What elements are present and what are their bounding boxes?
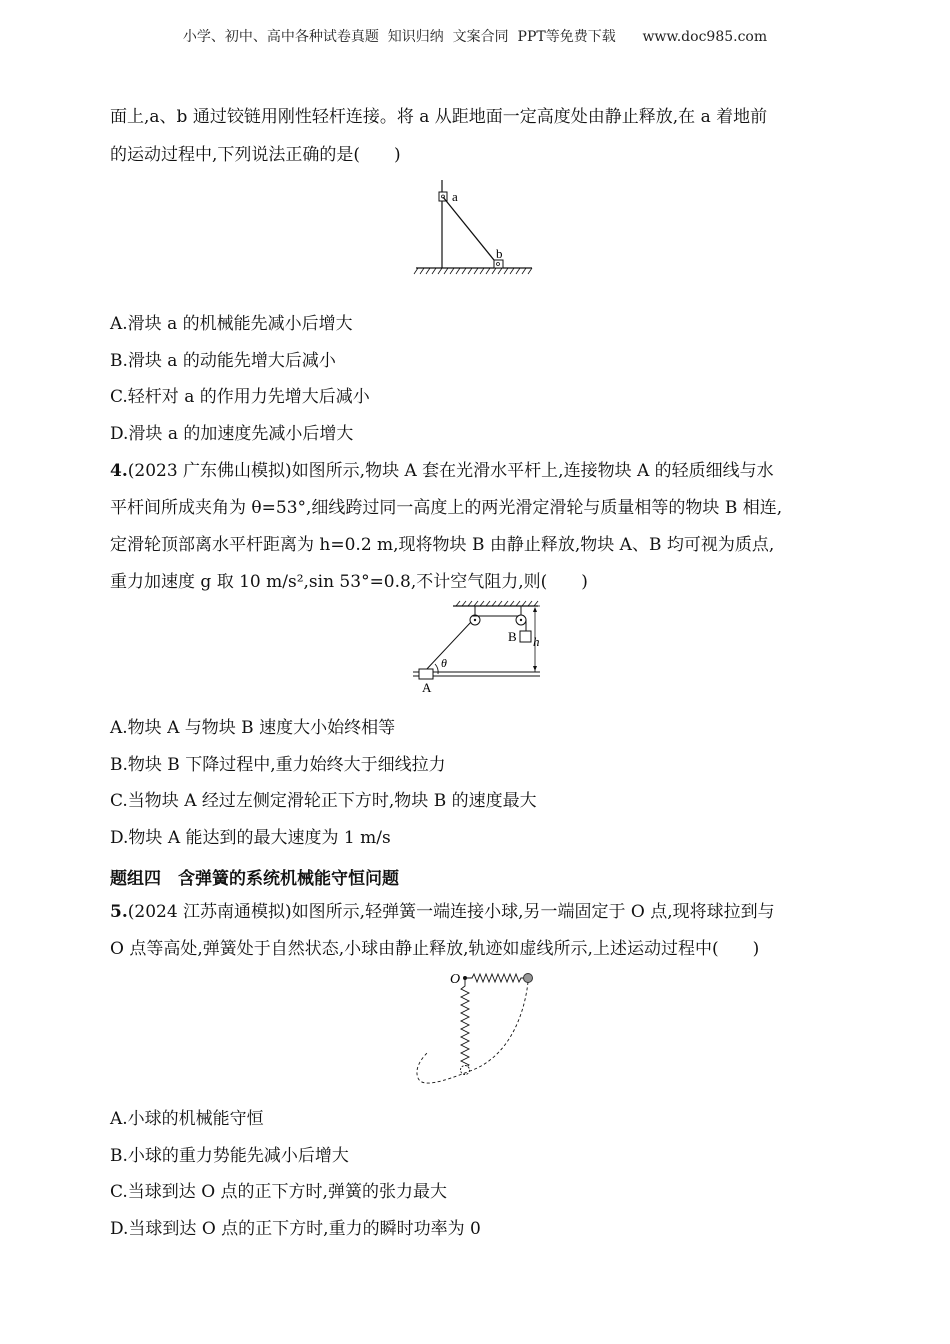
q5-option-b: B.小球的重力势能先减小后增大 <box>110 1146 349 1166</box>
q4-option-a: A.物块 A 与物块 B 速度大小始终相等 <box>110 718 396 738</box>
q4-figure <box>408 603 543 698</box>
q5-label-O: O <box>450 972 461 987</box>
page-header: 小学、初中、高中各种试卷真题 知识归纳 文案合同 PPT等免费下载 www.doc985.com <box>182 29 768 45</box>
q3-label-a: a <box>452 189 458 204</box>
q5-figure <box>412 968 537 1088</box>
q3-stem-line2: 的运动过程中,下列说法正确的是( ) <box>110 145 401 165</box>
q4-option-b: B.物块 B 下降过程中,重力始终大于细线拉力 <box>110 755 446 775</box>
q5-number: 5. <box>110 902 128 922</box>
q5-source: (2024 江苏南通模拟) <box>127 902 292 922</box>
q4-option-c: C.当物块 A 经过左侧定滑轮正下方时,物块 B 的速度最大 <box>110 791 537 811</box>
q4-label-B: B <box>508 629 517 644</box>
q3-label-b: b <box>496 246 503 261</box>
q5-option-c: C.当球到达 O 点的正下方时,弹簧的张力最大 <box>110 1182 447 1202</box>
q4-stem-line1 <box>110 460 774 482</box>
q4-stem-line2: 平杆间所成夹角为 θ=53°,细线跨过同一高度上的两光滑定滑轮与质量相等的物块 B 相连, <box>110 498 783 518</box>
q5-stem-line1 <box>110 901 775 923</box>
q4-option-d: D.物块 A 能达到的最大速度为 1 m/s <box>110 828 391 848</box>
q3-option-b: B.滑块 a 的动能先增大后减小 <box>110 351 336 371</box>
q4-stem-line3: 定滑轮顶部离水平杆距离为 h=0.2 m,现将物块 B 由静止释放,物块 A、B 均可视为质点, <box>110 535 775 555</box>
q3-option-c: C.轻杆对 a 的作用力先增大后减小 <box>110 387 370 407</box>
q3-option-d: D.滑块 a 的加速度先减小后增大 <box>110 424 354 444</box>
q4-stem-line4: 重力加速度 g 取 10 m/s²,sin 53°=0.8,不计空气阻力,则( ) <box>110 572 588 592</box>
q4-label-h: h <box>533 634 540 649</box>
q5-stem-line2: O 点等高处,弹簧处于自然状态,小球由静止释放,轨迹如虚线所示,上述运动过程中( ) <box>110 939 760 959</box>
q4-number: 4. <box>110 461 128 481</box>
q5-option-d: D.当球到达 O 点的正下方时,重力的瞬时功率为 0 <box>110 1219 481 1239</box>
q3-stem-line1: 面上,a、b 通过铰链用刚性轻杆连接。将 a 从距地面一定高度处由静止释放,在 a 着地前 <box>110 107 768 127</box>
q4-label-theta: θ <box>441 656 447 670</box>
q4-label-A: A <box>422 680 432 695</box>
q5-option-a: A.小球的机械能守恒 <box>110 1109 264 1129</box>
section-heading: 题组四 含弹簧的系统机械能守恒问题 <box>110 869 399 889</box>
q5-stem-line1-text: 如图所示,轻弹簧一端连接小球,另一端固定于 O 点,现将球拉到与 <box>291 902 775 922</box>
q3-option-a: A.滑块 a 的机械能先减小后增大 <box>110 314 353 334</box>
q4-stem-line1-text: 如图所示,物块 A 套在光滑水平杆上,连接物块 A 的轻质细线与水 <box>291 461 774 481</box>
q3-figure <box>412 180 537 280</box>
q4-source: (2023 广东佛山模拟) <box>127 461 292 481</box>
